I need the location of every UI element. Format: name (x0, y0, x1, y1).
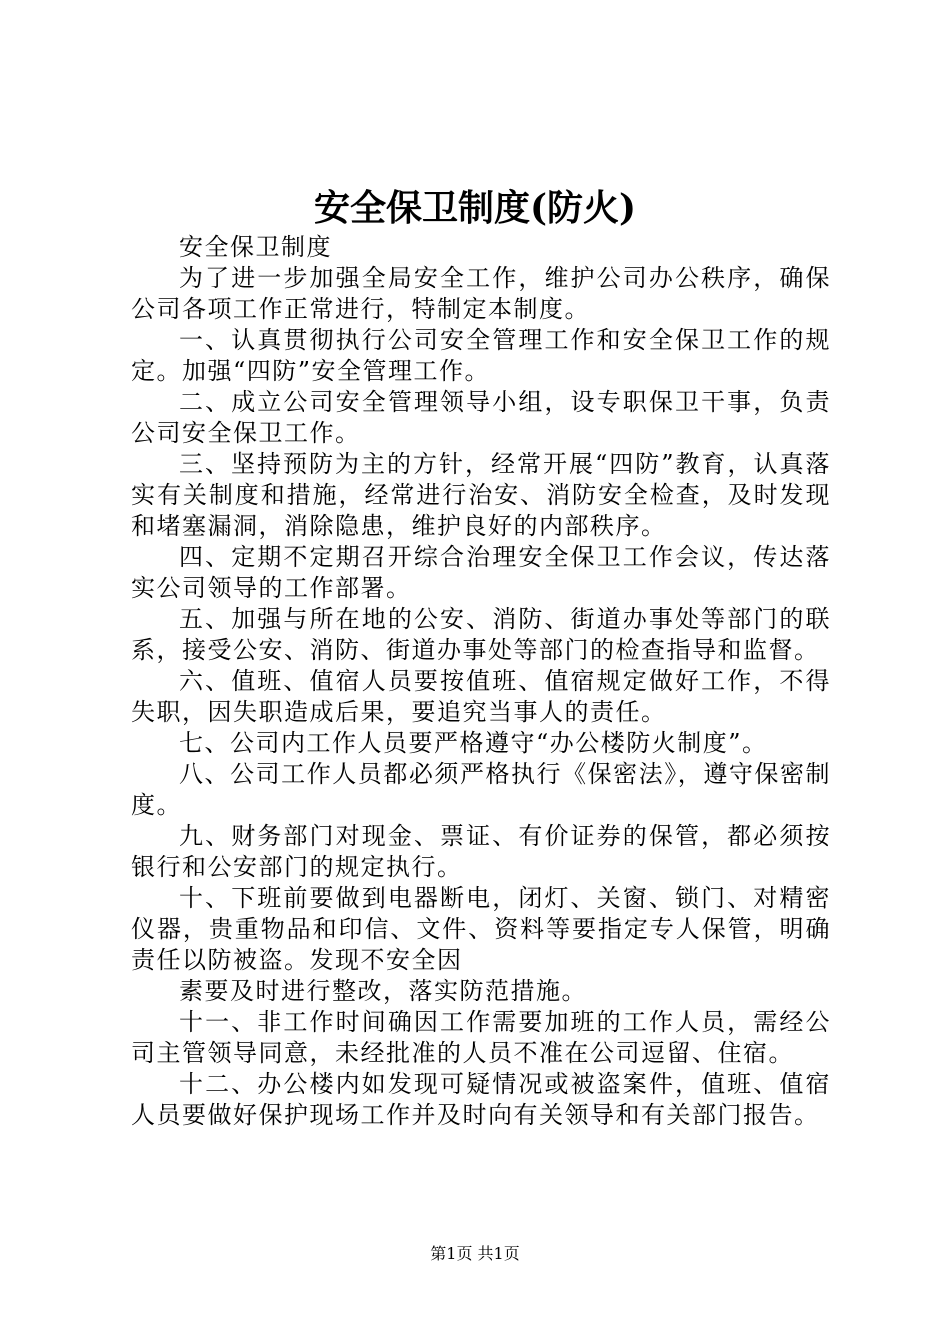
paragraph-item-12: 十二、办公楼内如发现可疑情况或被盗案件，值班、值宿人员要做好保护现场工作并及时向有关领导和有关部门报告。 (131, 1070, 831, 1129)
page-footer: 第1页 共1页 (430, 1244, 520, 1263)
paragraph-item-9: 九、财务部门对现金、票证、有价证券的保管，都必须按银行和公安部门的规定执行。 (131, 822, 831, 881)
paragraph-subtitle: 安全保卫制度 (179, 233, 332, 261)
paragraph-item-5: 五、加强与所在地的公安、消防、街道办事处等部门的联系，接受公安、消防、街道办事处等部门的检查指导和监督。 (131, 605, 831, 664)
paragraph-item-7: 七、公司内工作人员要严格遵守“办公楼防火制度”。 (179, 729, 768, 757)
paragraph-item-2: 二、成立公司安全管理领导小组，设专职保卫干事，负责公司安全保卫工作。 (131, 388, 831, 447)
paragraph-item-1: 一、认真贯彻执行公司安全管理工作和安全保卫工作的规定。加强“四防”安全管理工作。 (131, 326, 831, 385)
paragraph-item-11: 十一、非工作时间确因工作需要加班的工作人员，需经公司主管领导同意，未经批准的人员不准在公司逗留、住宿。 (131, 1008, 831, 1067)
paragraph-item-3: 三、坚持预防为主的方针，经常开展“四防”教育，认真落实有关制度和措施，经常进行治安、消防安全检查，及时发现和堵塞漏洞，消除隐患，维护良好的内部秩序。 (131, 450, 831, 540)
document-title: 安全保卫制度(防火) (313, 187, 637, 229)
paragraph-item-8: 八、公司工作人员都必须严格执行《保密法》，遵守保密制度。 (131, 760, 831, 819)
document-body (131, 232, 831, 1131)
paragraph-item-6: 六、值班、值宿人员要按值班、值宿规定做好工作，不得失职，因失职造成后果，要追究当事人的责任。 (131, 667, 831, 726)
paragraph-item-10: 十、下班前要做到电器断电，闭灯、关窗、锁门、对精密仪器，贵重物品和印信、文件、资料等要指定专人保管，明确责任以防被盗。发现不安全因 (131, 884, 831, 974)
paragraph-intro: 为了进一步加强全局安全工作，维护公司办公秩序，确保公司各项工作正常进行，特制定本制度。 (131, 264, 831, 323)
paragraph-item-10-continued: 素要及时进行整改，落实防范措施。 (179, 977, 587, 1005)
paragraph-item-4: 四、定期不定期召开综合治理安全保卫工作会议，传达落实公司领导的工作部署。 (131, 543, 831, 602)
